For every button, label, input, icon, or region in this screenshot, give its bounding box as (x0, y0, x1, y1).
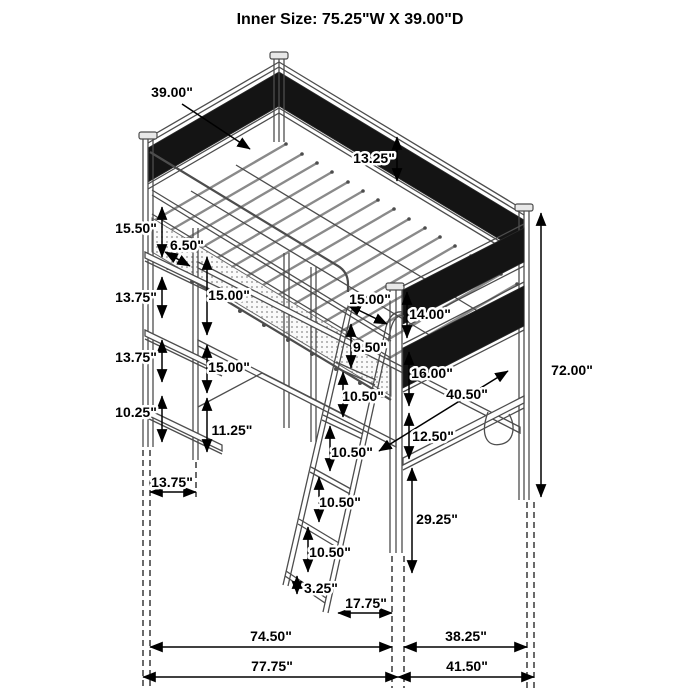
dim-ladder-offset (338, 595, 392, 613)
dim-ladder-rung-gap-3 (319, 477, 361, 522)
dim-label: 13.75" (115, 289, 157, 305)
dim-label: 10.50" (342, 388, 384, 404)
dim-label: 38.25" (445, 628, 487, 644)
projection-lines (143, 450, 534, 688)
dim-label: 12.50" (412, 428, 454, 444)
dim-label: 17.75" (345, 595, 387, 611)
dim-side-depth-overall (398, 658, 534, 677)
dim-left-shelf-gap-1 (115, 277, 162, 318)
dim-base-width-inner (150, 628, 392, 647)
dim-left-shelf-gap-2 (115, 340, 162, 382)
dim-label: 15.50" (115, 220, 157, 236)
dim-side-depth-inner (404, 628, 527, 647)
dim-label: 41.50" (446, 658, 488, 674)
dim-label: 74.50" (250, 628, 292, 644)
dim-label: 15.00" (349, 291, 391, 307)
dim-label: 13.25" (353, 150, 395, 166)
dim-label: 6.50" (170, 237, 204, 253)
dim-left-post-bottom (115, 396, 162, 442)
dim-label: 10.50" (331, 444, 373, 460)
diagram-title: Inner Size: 75.25"W X 39.00"D (236, 11, 464, 28)
dim-label: 15.00" (208, 359, 250, 375)
dim-label: 77.75" (251, 658, 293, 674)
dim-label: 29.25" (416, 511, 458, 527)
dim-label: 39.00" (151, 84, 193, 100)
dim-label: 40.50" (446, 386, 488, 402)
dim-left-shelf-width (150, 474, 196, 492)
dim-ladder-foot (297, 576, 338, 596)
dim-label: 10.50" (319, 494, 361, 510)
dim-label: 16.00" (411, 365, 453, 381)
dim-overall-width (143, 658, 398, 677)
dim-label: 13.75" (151, 474, 193, 490)
dim-label: 9.50" (353, 339, 387, 355)
dim-label: 11.25" (211, 422, 253, 438)
dim-right-leg-height (412, 468, 458, 573)
dim-label: 10.25" (115, 404, 157, 420)
dim-ladder-rung-gap-2 (330, 426, 373, 471)
dim-overall-height (541, 213, 593, 497)
dim-label: 3.25" (304, 580, 338, 596)
dim-label: 10.50" (309, 544, 351, 560)
dim-label: 15.00" (208, 287, 250, 303)
dimensions (115, 84, 593, 677)
dim-label: 13.75" (115, 349, 157, 365)
dim-label: 72.00" (551, 362, 593, 378)
dim-label: 14.00" (409, 306, 451, 322)
